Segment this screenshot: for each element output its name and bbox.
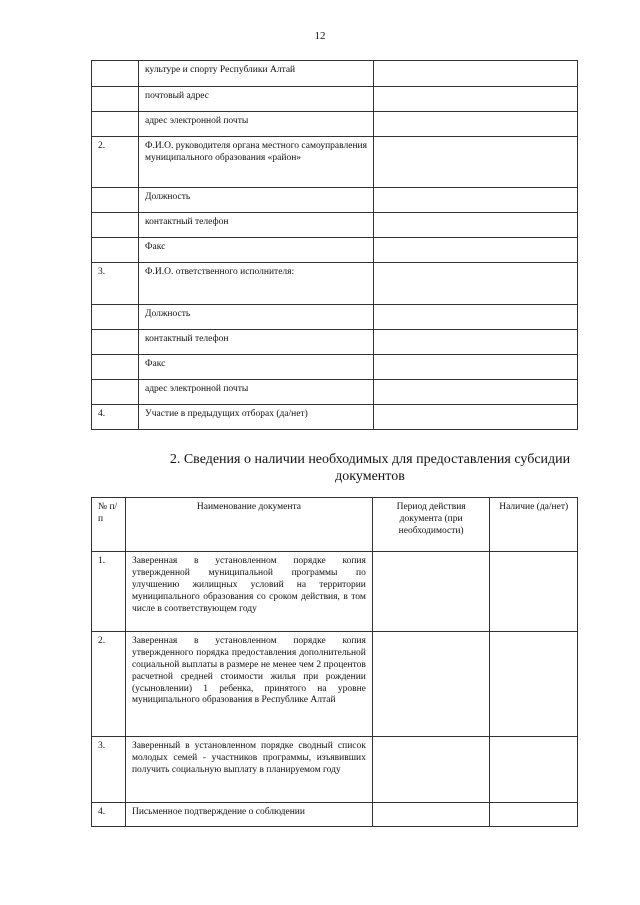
documents-table — [91, 497, 578, 827]
row-number — [92, 330, 139, 355]
table-row — [92, 330, 578, 355]
value-cell[interactable] — [374, 238, 578, 263]
row-number — [92, 61, 139, 87]
row-number: 3. — [92, 263, 139, 305]
table-row — [92, 137, 578, 188]
row-label: Должность — [139, 188, 374, 213]
value-cell[interactable] — [374, 213, 578, 238]
row-number: 1. — [92, 552, 126, 632]
document-name: Письменное подтверждение о соблюдении — [125, 803, 372, 827]
table-row — [92, 803, 578, 827]
header-availability: Наличие (да/нет) — [490, 498, 578, 552]
document-name: Заверенный в установленном порядке сводный список молодых семей - участников программы, изъявивших получить социальную выплату в планируемом году — [125, 737, 372, 803]
row-number: 2. — [92, 137, 139, 188]
table-row — [92, 263, 578, 305]
table-row — [92, 305, 578, 330]
availability-cell[interactable] — [490, 632, 578, 737]
value-cell[interactable] — [374, 380, 578, 405]
table-row — [92, 737, 578, 803]
row-label: культуре и спорту Республики Алтай — [139, 61, 374, 87]
value-cell[interactable] — [374, 188, 578, 213]
row-number: 2. — [92, 632, 126, 737]
table-header-row — [92, 498, 578, 552]
row-number — [92, 213, 139, 238]
value-cell[interactable] — [374, 87, 578, 112]
row-number — [92, 305, 139, 330]
table-row — [92, 355, 578, 380]
table-row — [92, 380, 578, 405]
row-label: Ф.И.О. ответственного исполнителя: — [139, 263, 374, 305]
value-cell[interactable] — [374, 405, 578, 430]
availability-cell[interactable] — [490, 737, 578, 803]
document-name: Заверенная в установленном порядке копия утвержденного порядка предоставления дополнительной социальной выплаты в размере не менее чем 2 процентов расчетной средней стоимости жилья при рождении (усыновлении) 1 ребенка, принятого на уровне муниципального образования в Республике Алтай — [125, 632, 372, 737]
value-cell[interactable] — [374, 355, 578, 380]
document-name: Заверенная в установленном порядке копия утвержденной муниципальной программы по улучшению жилищных условий на территории муниципального образования со сроком действия, в том числе в соответствующем году — [125, 552, 372, 632]
value-cell[interactable] — [374, 330, 578, 355]
table-row — [92, 552, 578, 632]
availability-cell[interactable] — [490, 552, 578, 632]
value-cell[interactable] — [374, 137, 578, 188]
row-label: Должность — [139, 305, 374, 330]
row-label: адрес электронной почты — [139, 380, 374, 405]
table-row — [92, 188, 578, 213]
row-label: контактный телефон — [139, 330, 374, 355]
row-number — [92, 87, 139, 112]
table-row — [92, 405, 578, 430]
row-number: 4. — [92, 405, 139, 430]
row-label: Факс — [139, 238, 374, 263]
header-document: Наименование документа — [125, 498, 372, 552]
table-row — [92, 213, 578, 238]
period-cell[interactable] — [372, 803, 490, 827]
table-row — [92, 112, 578, 137]
row-label: Ф.И.О. руководителя органа местного самоуправления муниципального образования «район» — [139, 137, 374, 188]
value-cell[interactable] — [374, 61, 578, 87]
table-row — [92, 632, 578, 737]
row-label: контактный телефон — [139, 213, 374, 238]
row-number: 4. — [92, 803, 126, 827]
table-row — [92, 87, 578, 112]
table-row — [92, 238, 578, 263]
value-cell[interactable] — [374, 305, 578, 330]
contacts-table — [91, 60, 578, 430]
row-label: Факс — [139, 355, 374, 380]
row-number: 3. — [92, 737, 126, 803]
row-label: адрес электронной почты — [139, 112, 374, 137]
period-cell[interactable] — [372, 552, 490, 632]
section-title: 2. Сведения о наличии необходимых для предоставления субсидии документов — [169, 452, 571, 484]
period-cell[interactable] — [372, 632, 490, 737]
value-cell[interactable] — [374, 263, 578, 305]
header-num: № п/п — [92, 498, 126, 552]
row-number — [92, 238, 139, 263]
availability-cell[interactable] — [490, 803, 578, 827]
page-number: 12 — [314, 30, 326, 42]
header-period: Период действия документа (при необходимости) — [372, 498, 490, 552]
row-number — [92, 380, 139, 405]
period-cell[interactable] — [372, 737, 490, 803]
row-number — [92, 112, 139, 137]
row-label: Участие в предыдущих отборах (да/нет) — [139, 405, 374, 430]
row-label: почтовый адрес — [139, 87, 374, 112]
row-number — [92, 355, 139, 380]
table-row — [92, 61, 578, 87]
value-cell[interactable] — [374, 112, 578, 137]
row-number — [92, 188, 139, 213]
